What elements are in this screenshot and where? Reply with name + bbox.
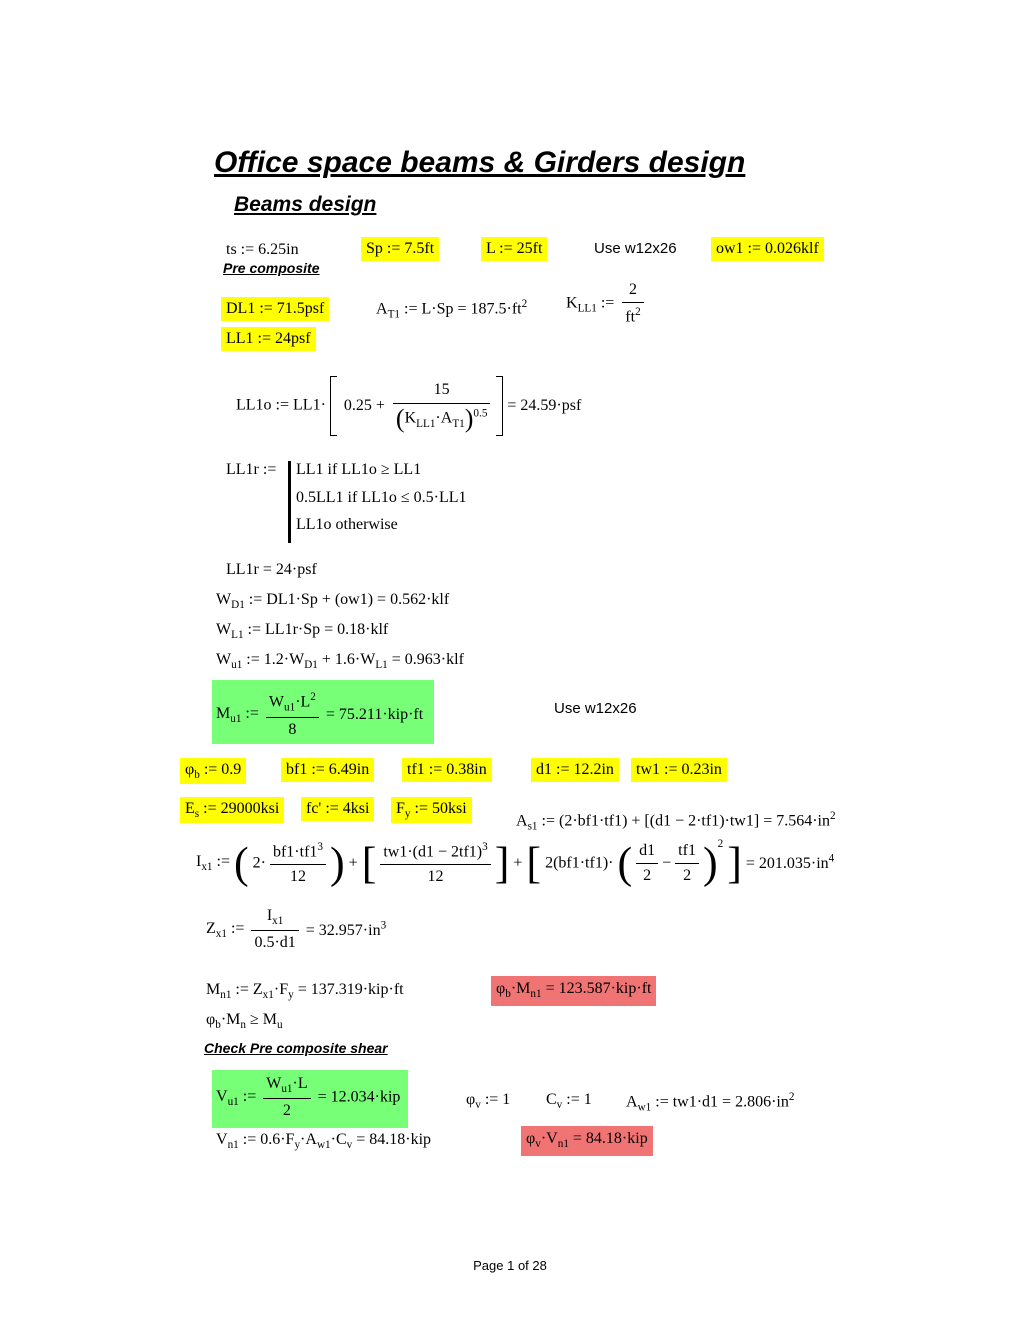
zx1-equation: $Z_{x1}$ := $\frac{I_{x1}}{0.5\cdot d1}$ = $32.957\cdot in^3$ [206,907,387,952]
ll1r-result: LL1r = 24·psf [226,561,317,578]
at1-equation: $A_{T1}$ := $L\cdot Sp = 187.5\cdot ft^2$ [376,298,528,321]
page-title: Office space beams & Girders design [214,146,746,179]
dl1-input: DL1 := 71.5psf [221,297,329,321]
sp-input: Sp := 7.5ft [361,237,439,261]
wd1-equation: $W_{D1}$ := DL1·Sp + (ow1) = 0.562·klf [216,591,450,612]
ts-definition: ts := 6.25in [226,241,299,258]
vu1-result-box: $V_{u1}$ := $\frac{W_{u1}\cdot L}{2}$ = 12.034·kip [212,1070,408,1128]
piecewise-bracket [288,461,291,543]
mu1-result-box: $M_{u1}$ := $\frac{W_{u1}\cdot L^2}{8}$ = 75.211·kip·ft [212,680,434,744]
d1-input: d1 := 12.2in [531,758,619,782]
phi-vn1-result-box: $\varphi_v\cdot V_{n1} = 84.18\cdot kip$ [521,1126,653,1156]
use-section-note-2: Use w12x26 [554,700,637,717]
l-input: L := 25ft [481,237,547,261]
aw1-equation: $A_{w1}$ := $tw1\cdot d1 = 2.806\cdot in^2$ [626,1091,795,1114]
ll1r-piecewise: LL1r := LL1 if LL1o ≥ LL1 0.5LL1 if LL1o ≤ 0.5·LL1 LL1o otherwise [226,461,546,543]
fy-input: $F_y$ := 50ksi [391,797,472,823]
es-input: $E_s$ := 29000ksi [180,797,284,823]
phi-v-definition: $\varphi_v$ := 1 [466,1091,511,1112]
pre-composite-heading: Pre composite [223,260,320,276]
fc-input: fc' := 4ksi [301,797,374,821]
wu1-equation: $W_{u1}$ := $1.2\cdot W_{D1} + 1.6\cdot W_{L1} = 0.963\cdot klf$ [216,651,464,672]
section-heading-beams-design: Beams design [234,193,377,216]
tf1-input: tf1 := 0.38in [402,758,492,782]
ix1-equation: $I_{x1}$ := ( 2· $\frac{bf1\cdot tf1^3}{12}$ ) + [ $\frac{tw1\cdot(d1 - 2tf1)^3}{12}$ ] + [ 2(bf1·tf1)· ( $\frac{d1}{2}$ − $\frac{tf1}{2}$ )$^2$ ] = $201.035\cdot in^4$ [196,838,835,888]
phi-mn1-result-box: $\varphi_b\cdot M_{n1} = 123.587\cdot kip\cdot ft$ [491,976,656,1006]
tw1-input: tw1 := 0.23in [631,758,727,782]
use-section-note: Use w12x26 [594,240,677,257]
kll1-equation: $K_{LL1}$ := $\frac{2}{ft^2}$ [566,280,644,327]
bf1-input: bf1 := 6.49in [281,758,374,782]
page-number: Page 1 of 28 [473,1258,547,1273]
as1-equation: $A_{s1}$ := $(2\cdot bf1\cdot tf1) + [(d1 - 2\cdot tf1)\cdot tw1] = 7.564\cdot in^2$ [516,810,836,833]
vn1-equation: $V_{n1}$ := $0.6\cdot F_y\cdot A_{w1}\cdot C_v = 84.18\cdot kip$ [216,1131,432,1152]
ll1o-equation: LL1o := LL1· 0.25 + $\frac{15}{(K_{LL1}\cdot A_{T1})^{0.5}}$ = 24.59·psf [236,376,581,436]
wl1-equation: $W_{L1}$ := LL1r·Sp = 0.18·klf [216,621,389,642]
mn1-equation: $M_{n1}$ := $Z_{x1}\cdot F_y = 137.319\cdot kip\cdot ft$ [206,981,404,1002]
moment-check: $\varphi_b\cdot M_n \ge M_u$ [206,1011,283,1032]
check-shear-heading: Check Pre composite shear [204,1040,388,1056]
ow1-input: ow1 := 0.026klf [711,237,824,261]
ll1-input: LL1 := 24psf [221,327,316,351]
cv-definition: $C_v$ := 1 [546,1091,592,1112]
phi-b-input: $\varphi_b$ := 0.9 [180,758,246,784]
